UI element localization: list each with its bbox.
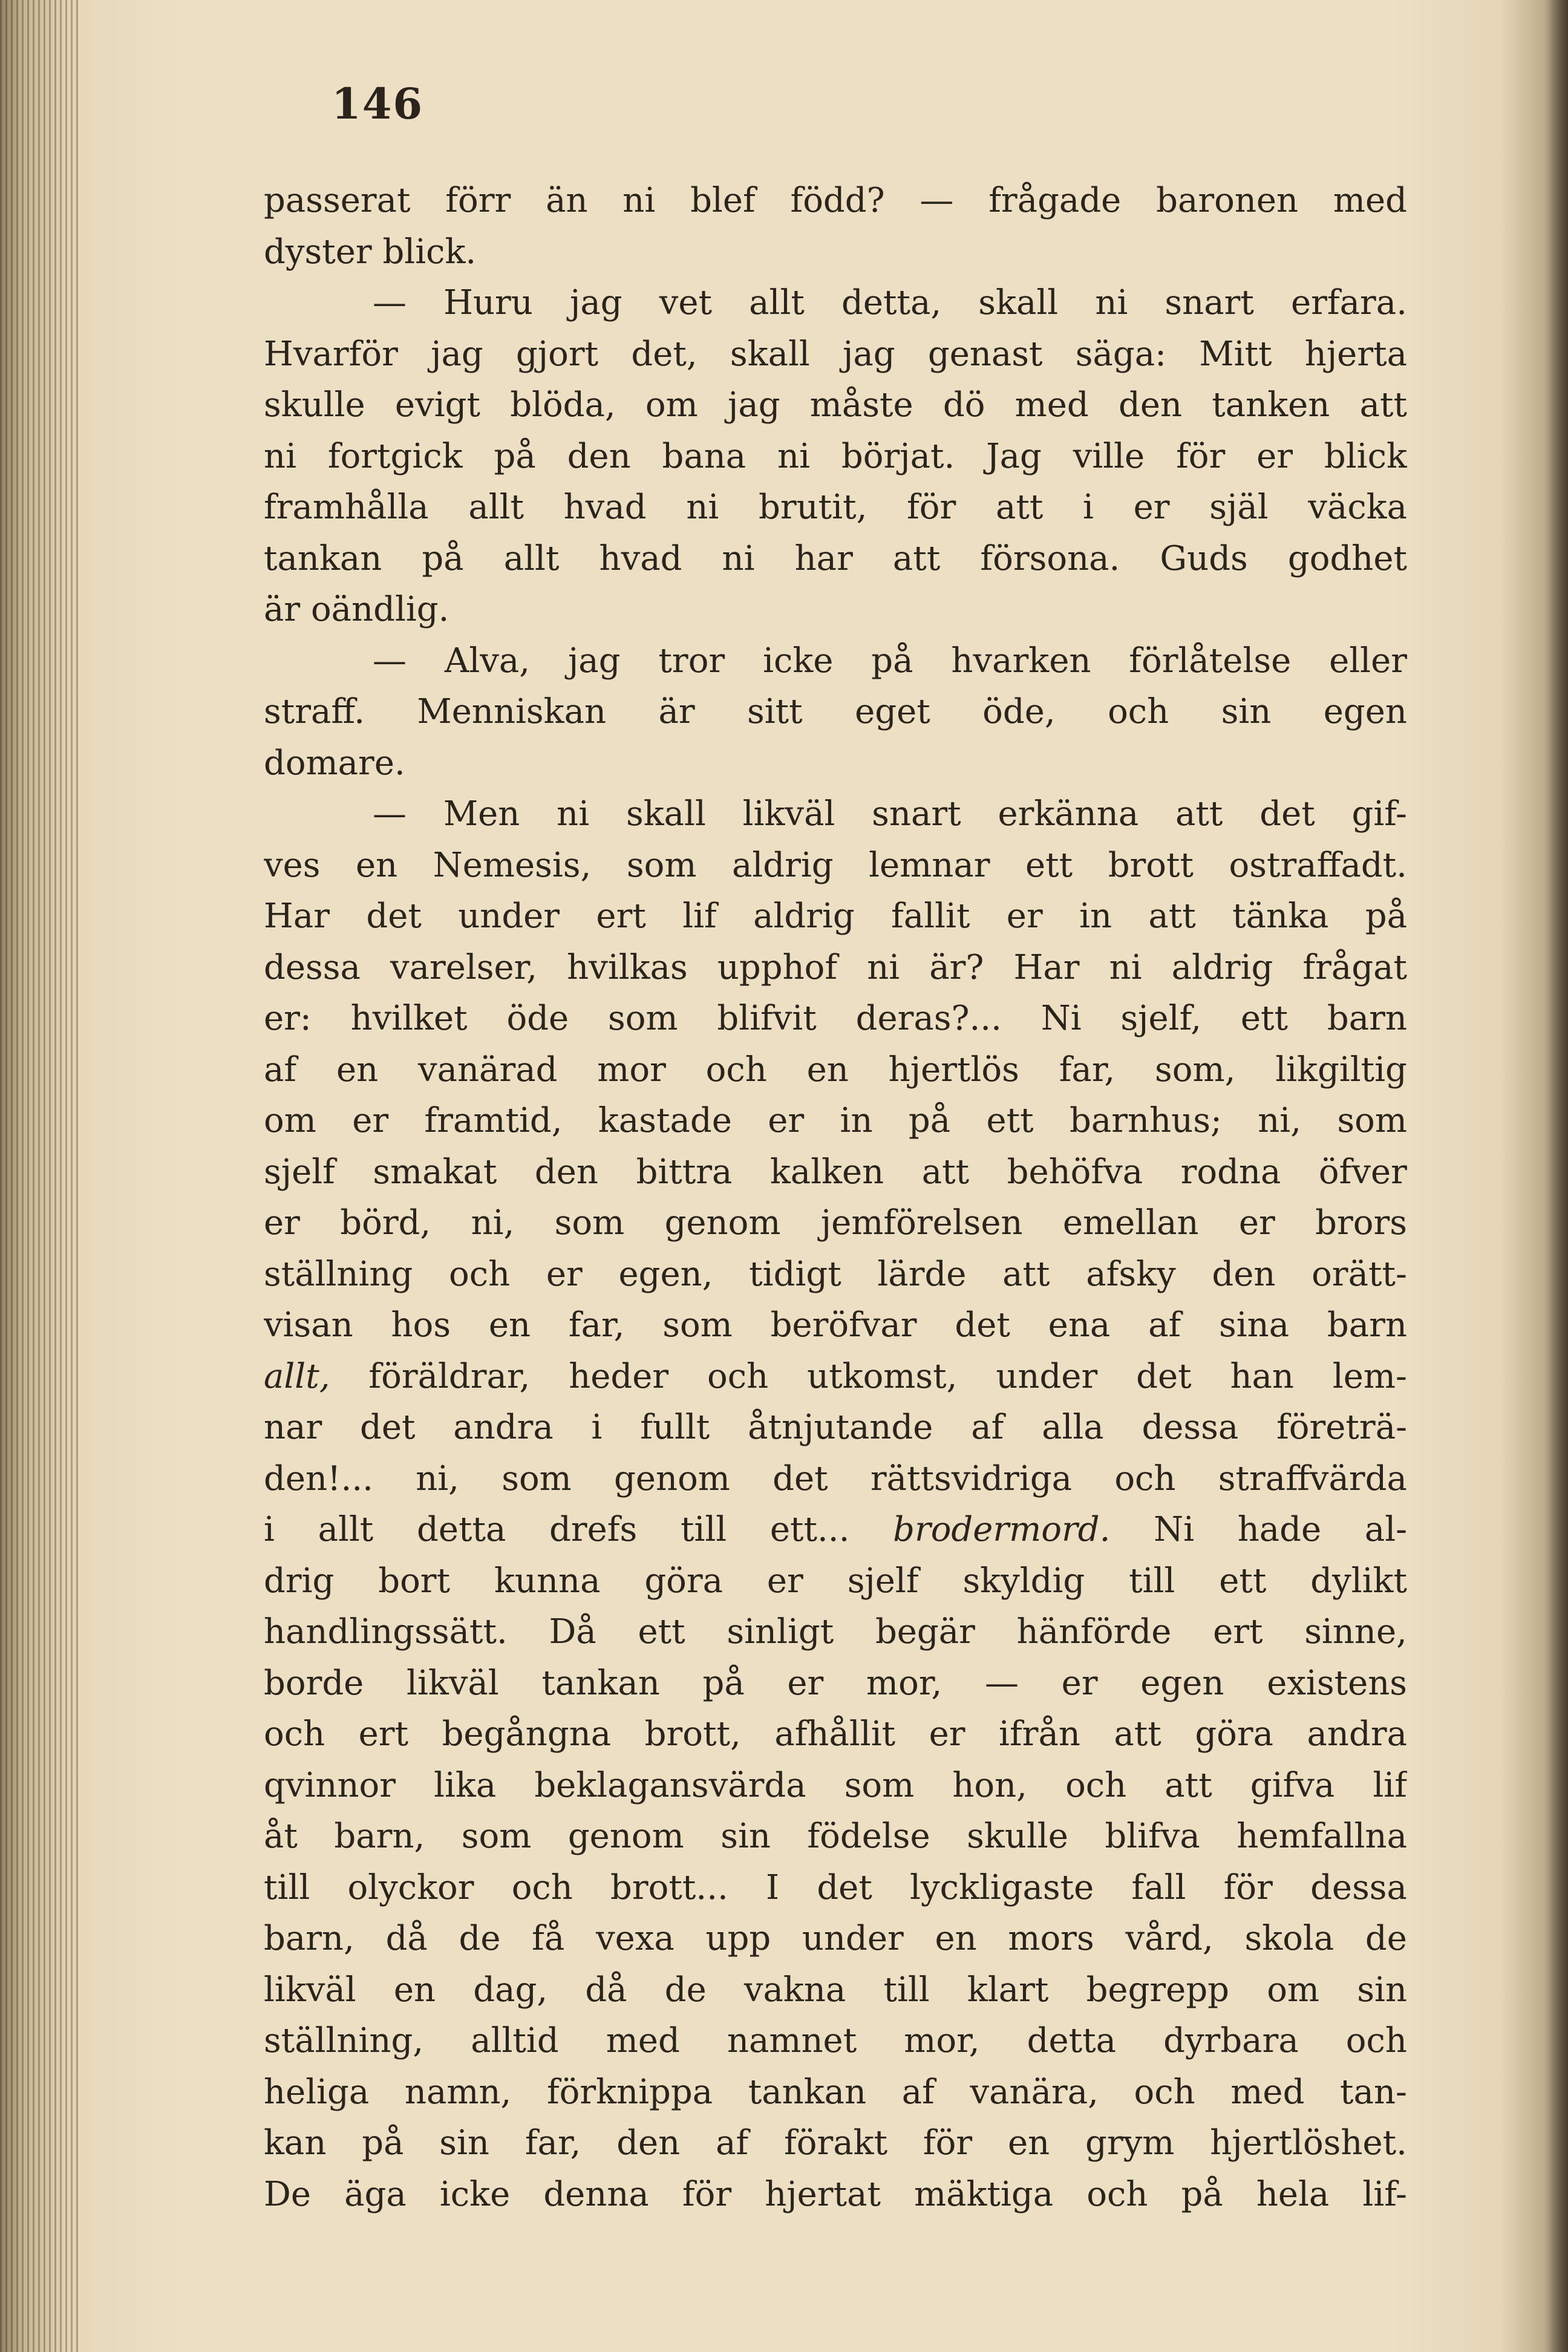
- text-line: och ert begångna brott, afhållit er ifrån att göra andra: [264, 1714, 1407, 1754]
- body-text: [264, 175, 1407, 2220]
- text-line: heliga namn, förknippa tankan af vanära, och med tan-: [264, 2072, 1407, 2112]
- text-line: nar det andra i fullt åtnjutande af alla dessa företrä-: [264, 1408, 1407, 1447]
- text-line: drig bort kunna göra er sjelf skyldig till ett dylikt: [264, 1561, 1407, 1601]
- text-line: De äga icke denna för hjertat mäktiga och på hela lif-: [264, 2174, 1407, 2214]
- text-line: den!... ni, som genom det rättsvidriga och straffvärda: [264, 1459, 1407, 1498]
- text-line: framhålla allt hvad ni brutit, för att i er själ väcka: [264, 488, 1407, 527]
- text-line: kan på sin far, den af förakt för en grym hjertlöshet.: [264, 2123, 1407, 2163]
- text-line: borde likväl tankan på er mor, — er egen existens: [264, 1663, 1407, 1703]
- text-line: — Alva, jag tror icke på hvarken förlåtelse eller: [373, 641, 1407, 681]
- text-line: passerat förr än ni blef född? — frågade baronen med: [264, 181, 1407, 220]
- text-line: dessa varelser, hvilkas upphof ni är? Har ni aldrig frågat: [264, 947, 1407, 987]
- text-line: er: hvilket öde som blifvit deras?... Ni sjelf, ett barn: [264, 999, 1407, 1038]
- text-line: — Men ni skall likväl snart erkänna att det gif-: [373, 794, 1407, 834]
- text-line: barn, då de få vexa upp under en mors vård, skola de: [264, 1919, 1407, 1958]
- text-line: åt barn, som genom sin födelse skulle blifva hemfallna: [264, 1817, 1407, 1856]
- text-line: dyster blick.: [264, 232, 477, 272]
- text-line: er börd, ni, som genom jemförelsen emellan er brors: [264, 1203, 1407, 1243]
- text-line: allt, föräldrar, heder och utkomst, under det han lem-: [264, 1356, 1407, 1396]
- page-number: 146: [332, 79, 424, 129]
- text-line: handlingssätt. Då ett sinligt begär hänförde ert sinne,: [264, 1612, 1407, 1651]
- text-line: af en vanärad mor och en hjertlös far, som, likgiltig: [264, 1050, 1407, 1089]
- book-gutter: [0, 0, 79, 2352]
- text-line: ni fortgick på den bana ni börjat. Jag ville för er blick: [264, 436, 1407, 476]
- text-line: om er framtid, kastade er in på ett barnhus; ni, som: [264, 1101, 1407, 1140]
- text-line: domare.: [264, 743, 405, 783]
- text-line: är oändlig.: [264, 590, 449, 629]
- text-line: straff. Menniskan är sitt eget öde, och sin egen: [264, 692, 1407, 731]
- text-line: likväl en dag, då de vakna till klart begrepp om sin: [264, 1970, 1407, 2010]
- text-line: sjelf smakat den bittra kalken att behöfva rodna öfver: [264, 1152, 1407, 1192]
- text-line: skulle evigt blöda, om jag måste dö med den tanken att: [264, 385, 1407, 425]
- text-line: ves en Nemesis, som aldrig lemnar ett brott ostraffadt.: [264, 845, 1407, 885]
- text-line: qvinnor lika beklagansvärda som hon, och att gifva lif: [264, 1765, 1407, 1805]
- text-line: — Huru jag vet allt detta, skall ni snart erfara.: [373, 283, 1407, 322]
- text-line: till olyckor och brott... I det lyckligaste fall för dessa: [264, 1867, 1407, 1907]
- page-edge-shadow: [1544, 0, 1568, 2352]
- text-line: Har det under ert lif aldrig fallit er in att tänka på: [264, 897, 1407, 936]
- text-line: ställning och er egen, tidigt lärde att afsky den orätt-: [264, 1254, 1407, 1294]
- text-line: ställning, alltid med namnet mor, detta dyrbara och: [264, 2021, 1407, 2060]
- text-line: tankan på allt hvad ni har att försona. Guds godhet: [264, 538, 1407, 578]
- text-line: i allt detta drefs till ett... brodermord. Ni hade al-: [264, 1510, 1407, 1549]
- text-line: visan hos en far, som beröfvar det ena af sina barn: [264, 1305, 1407, 1345]
- text-line: Hvarför jag gjort det, skall jag genast säga: Mitt hjerta: [264, 334, 1407, 374]
